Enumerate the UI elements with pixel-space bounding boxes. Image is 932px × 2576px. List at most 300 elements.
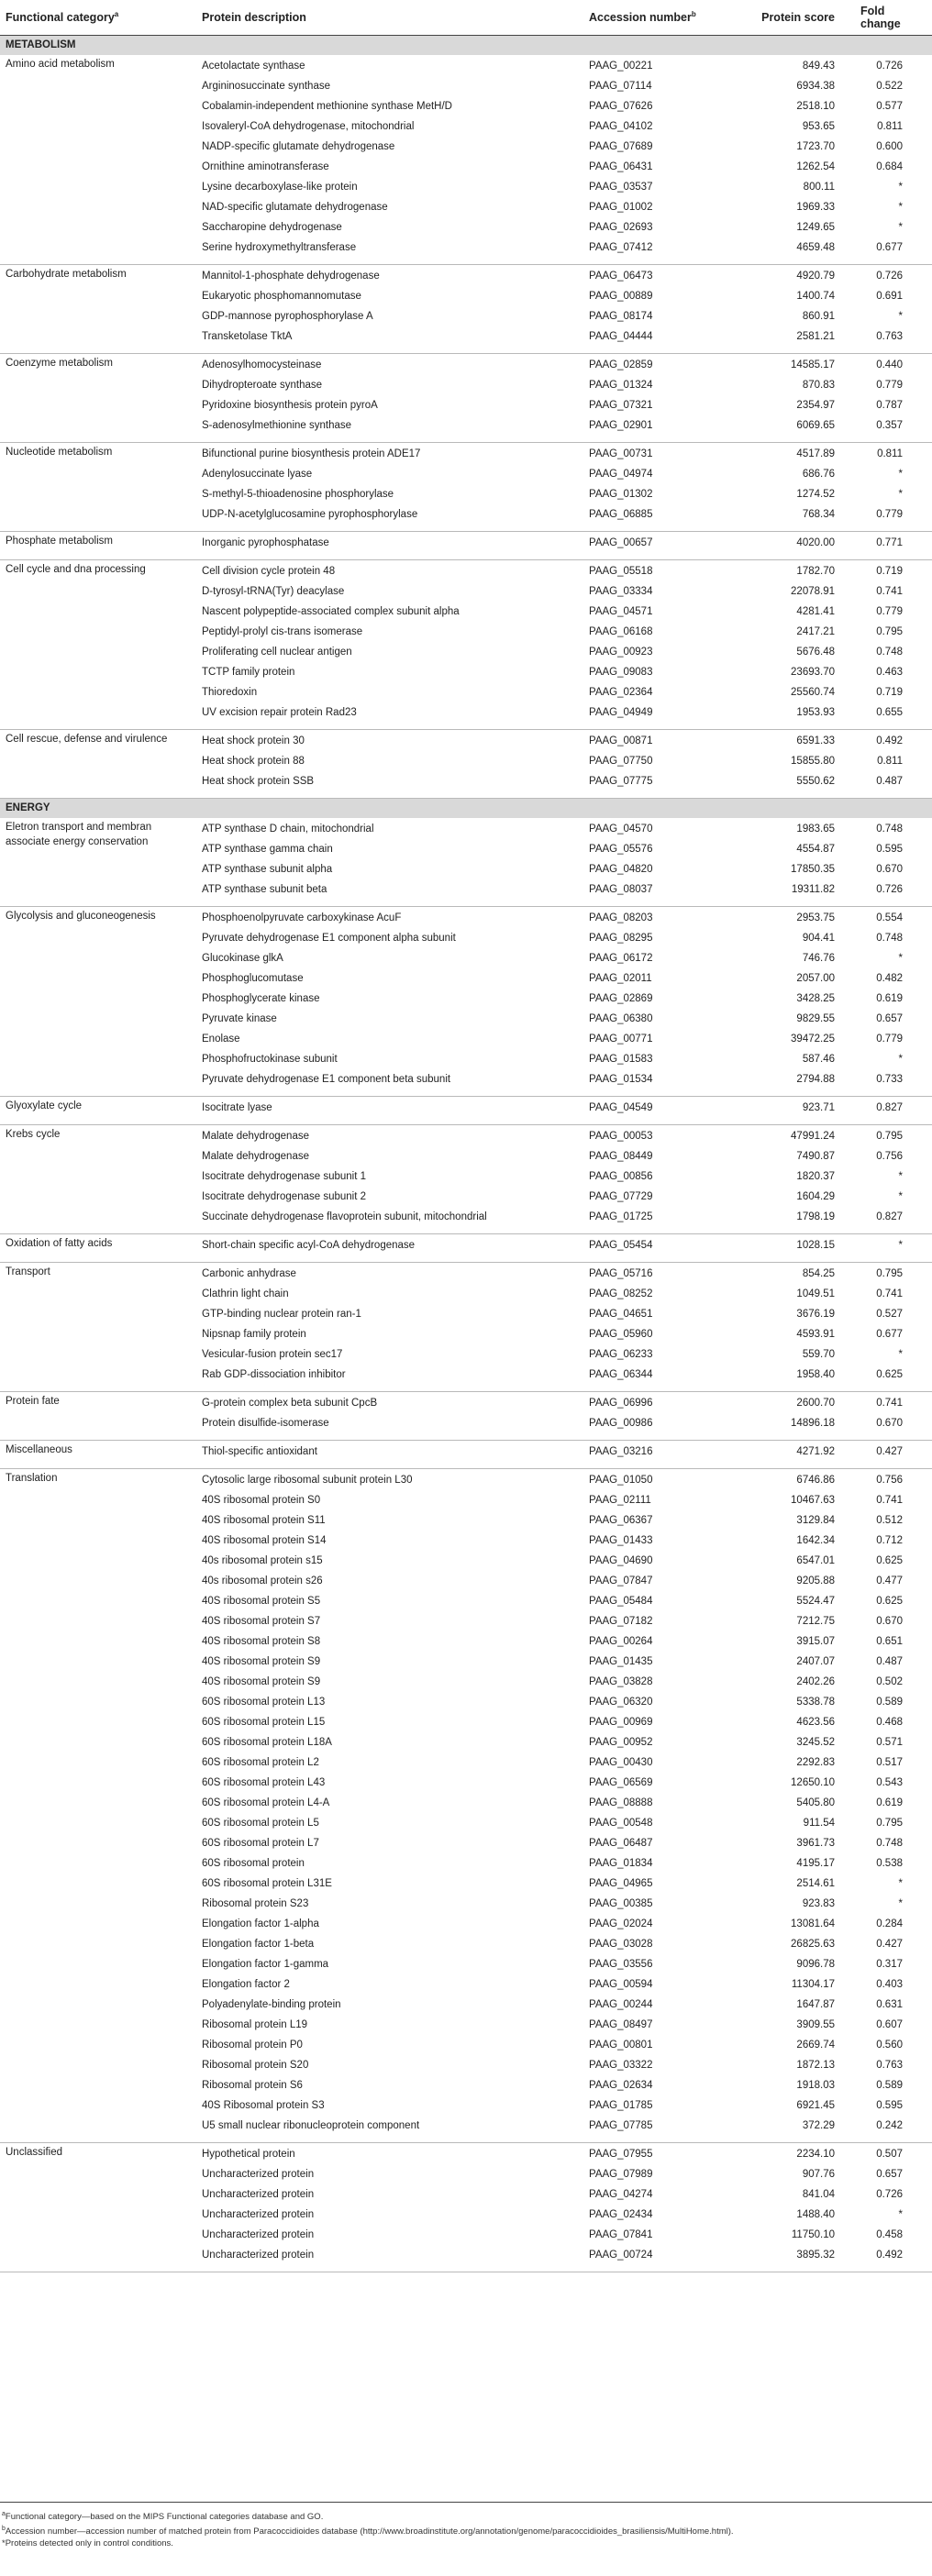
accession-number-cell: PAAG_07955: [589, 2149, 653, 2160]
protein-score-cell: 6921.45: [796, 2100, 835, 2111]
header-protein-description: Protein description: [196, 0, 572, 36]
functional-category-cell: Krebs cycle: [0, 1125, 196, 1234]
protein-description-cell: Serine hydroxymethyltransferase: [196, 238, 572, 265]
fold-change-cell: *: [898, 222, 903, 233]
protein-description-cell: Peptidyl-prolyl cis-trans isomerase: [202, 626, 363, 637]
fold-change-cell: 0.677: [848, 238, 932, 265]
fold-change-cell: 0.684: [876, 161, 903, 172]
table-row: [0, 55, 932, 77]
protein-score-cell: 1262.54: [796, 161, 835, 172]
fold-change-cell: 0.560: [876, 2040, 903, 2051]
accession-number-cell: PAAG_04949: [572, 703, 728, 730]
protein-description-cell: Short-chain specific acyl-CoA dehydrogenase: [196, 1234, 572, 1263]
protein-score-cell: 3909.55: [796, 2019, 835, 2030]
accession-number-cell: PAAG_06320: [589, 1697, 653, 1708]
accession-number-cell: PAAG_01302: [589, 489, 653, 500]
accession-number-cell: PAAG_02693: [589, 222, 653, 233]
protein-description-cell: 60S ribosomal protein L15: [202, 1717, 326, 1728]
accession-number-cell: PAAG_04274: [589, 2189, 653, 2200]
accession-number-cell: PAAG_02859: [589, 359, 653, 370]
fold-change-cell: 0.595: [876, 2100, 903, 2111]
accession-number-cell: PAAG_02024: [589, 1918, 653, 1929]
fold-change-cell: 0.771: [848, 532, 932, 560]
protein-description-cell: ATP synthase D chain, mitochondrial: [202, 824, 374, 835]
protein-score-cell: 4623.56: [796, 1717, 835, 1728]
accession-number-cell: PAAG_04651: [589, 1309, 653, 1320]
accession-number-cell: PAAG_07729: [589, 1191, 653, 1202]
protein-description-cell: 40S ribosomal protein S14: [202, 1535, 327, 1546]
protein-description-cell: 40S ribosomal protein S0: [202, 1495, 321, 1506]
fold-change-cell: 0.522: [876, 81, 903, 92]
fold-change-cell: 0.492: [848, 2246, 932, 2272]
protein-score-cell: 854.25: [802, 1268, 835, 1279]
protein-score-cell: 1872.13: [796, 2060, 835, 2071]
functional-category-cell: Carbohydrate metabolism: [0, 265, 196, 354]
accession-number-cell: PAAG_02364: [589, 687, 653, 698]
functional-category-cell: Amino acid metabolism: [0, 55, 196, 265]
accession-number-cell: PAAG_01433: [589, 1535, 653, 1546]
functional-category-cell: Unclassified: [0, 2143, 196, 2272]
protein-description-cell: Carbonic anhydrase: [202, 1268, 296, 1279]
protein-score-cell: 26825.63: [791, 1939, 835, 1950]
fold-change-cell: 0.517: [876, 1757, 903, 1768]
section-header-row: [0, 36, 932, 56]
fold-change-cell: 0.748: [876, 647, 903, 658]
protein-score-cell: 9096.78: [796, 1959, 835, 1970]
fold-change-cell: 0.440: [876, 359, 903, 370]
fold-change-cell: 0.589: [876, 2080, 903, 2091]
accession-number-cell: PAAG_07775: [572, 772, 728, 799]
protein-description-cell: Cell division cycle protein 48: [202, 566, 336, 577]
table-row: [0, 354, 932, 377]
accession-number-cell: PAAG_07989: [589, 2169, 653, 2180]
protein-description-cell: 60S ribosomal protein L18A: [202, 1737, 332, 1748]
protein-description-cell: Uncharacterized protein: [196, 2246, 572, 2272]
protein-score-cell: 768.34: [728, 505, 848, 532]
accession-number-cell: PAAG_06569: [589, 1777, 653, 1788]
protein-score-cell: 4020.00: [728, 532, 848, 560]
protein-score-cell: 2057.00: [796, 973, 835, 984]
protein-description-cell: GTP-binding nuclear protein ran-1: [202, 1309, 361, 1320]
accession-number-cell: PAAG_07841: [589, 2229, 653, 2240]
protein-description-cell: Uncharacterized protein: [202, 2169, 315, 2180]
protein-score-cell: 2794.88: [728, 1070, 848, 1097]
functional-category-cell: Translation: [0, 1469, 196, 2143]
fold-change-cell: 0.726: [848, 880, 932, 907]
fold-change-cell: 0.625: [876, 1555, 903, 1566]
protein-description-cell: Transketolase TktA: [196, 327, 572, 354]
protein-score-cell: 5676.48: [796, 647, 835, 658]
functional-category-cell: Glycolysis and gluconeogenesis: [0, 907, 196, 1097]
protein-score-cell: 47991.24: [791, 1131, 835, 1142]
header-fold-change: Fold change: [848, 0, 932, 36]
fold-change-cell: *: [898, 311, 903, 322]
protein-score-cell: 746.76: [802, 953, 835, 964]
fold-change-cell: 0.811: [877, 448, 903, 459]
functional-category-cell: Glyoxylate cycle: [0, 1097, 196, 1125]
fold-change-cell: 0.691: [876, 291, 903, 302]
protein-score-cell: 953.65: [802, 121, 835, 132]
protein-score-cell: 1647.87: [796, 1999, 835, 2010]
protein-score-cell: 1969.33: [796, 202, 835, 213]
accession-number-cell: PAAG_04444: [572, 327, 728, 354]
protein-score-cell: 2581.21: [728, 327, 848, 354]
fold-change-cell: 0.502: [876, 1676, 903, 1687]
accession-number-cell: PAAG_08497: [589, 2019, 653, 2030]
protein-description-cell: 40S ribosomal protein S8: [202, 1636, 321, 1647]
accession-number-cell: PAAG_05484: [589, 1596, 653, 1607]
table-row: [0, 1392, 932, 1415]
accession-number-cell: PAAG_05518: [589, 566, 653, 577]
table-row: [0, 1263, 932, 1286]
fold-change-cell: 0.795: [876, 1131, 903, 1142]
fold-change-cell: 0.607: [876, 2019, 903, 2030]
protein-description-cell: 60S ribosomal protein L31E: [202, 1878, 332, 1889]
header-protein-score: Protein score: [728, 0, 848, 36]
fold-change-cell: 0.748: [876, 824, 903, 835]
fold-change-cell: 0.492: [876, 735, 903, 746]
protein-description-cell: Polyadenylate-binding protein: [202, 1999, 341, 2010]
accession-number-cell: PAAG_00952: [589, 1737, 653, 1748]
accession-number-cell: PAAG_00244: [589, 1999, 653, 2010]
protein-description-cell: Isocitrate dehydrogenase subunit 2: [202, 1191, 367, 1202]
protein-score-cell: 6069.65: [728, 416, 848, 443]
protein-description-cell: Adenosylhomocysteinase: [202, 359, 322, 370]
accession-number-cell: PAAG_04102: [589, 121, 653, 132]
accession-number-cell: PAAG_09083: [589, 667, 653, 678]
fold-change-cell: 0.795: [876, 1268, 903, 1279]
protein-description-cell: Elongation factor 2: [202, 1979, 290, 1990]
protein-score-cell: 25560.74: [791, 687, 835, 698]
accession-number-cell: PAAG_00871: [589, 735, 653, 746]
protein-score-cell: 3129.84: [796, 1515, 835, 1526]
protein-description-cell: D-tyrosyl-tRNA(Tyr) deacylase: [202, 586, 345, 597]
protein-description-cell: Glucokinase glkA: [202, 953, 283, 964]
footnotes: [0, 2502, 932, 2549]
protein-description-cell: Ribosomal protein L19: [202, 2019, 308, 2030]
protein-score-cell: 6934.38: [796, 81, 835, 92]
protein-description-cell: UDP-N-acetylglucosamine pyrophosphorylase: [196, 505, 572, 532]
accession-number-cell: PAAG_02901: [572, 416, 728, 443]
protein-score-cell: 1249.65: [796, 222, 835, 233]
protein-description-cell: Saccharopine dehydrogenase: [202, 222, 342, 233]
protein-description-cell: 40s ribosomal protein s26: [202, 1575, 323, 1587]
protein-description-cell: Isocitrate lyase: [196, 1097, 572, 1125]
protein-score-cell: 23693.70: [791, 667, 835, 678]
protein-description-cell: GDP-mannose pyrophosphorylase A: [202, 311, 373, 322]
accession-number-cell: PAAG_04570: [589, 824, 653, 835]
protein-description-cell: Nipsnap family protein: [202, 1329, 306, 1340]
fold-change-cell: *: [898, 469, 903, 480]
table-row: [0, 1469, 932, 1492]
table-row: [0, 907, 932, 930]
accession-number-cell: PAAG_00264: [589, 1636, 653, 1647]
accession-number-cell: PAAG_06233: [589, 1349, 653, 1360]
protein-score-cell: 17850.35: [791, 864, 835, 875]
protein-score-cell: 4271.92: [728, 1441, 848, 1469]
accession-number-cell: PAAG_06380: [589, 1013, 653, 1024]
protein-score-cell: 372.29: [728, 2117, 848, 2143]
fold-change-cell: 0.719: [876, 687, 903, 698]
protein-score-cell: 7490.87: [796, 1151, 835, 1162]
accession-number-cell: PAAG_06885: [572, 505, 728, 532]
accession-number-cell: PAAG_00594: [589, 1979, 653, 1990]
protein-score-cell: 587.46: [802, 1054, 835, 1065]
protein-score-cell: 911.54: [803, 1818, 835, 1829]
fold-change-cell: 0.284: [876, 1918, 903, 1929]
protein-description-cell: Elongation factor 1-alpha: [202, 1918, 319, 1929]
protein-description-cell: Ribosomal protein S23: [202, 1898, 309, 1909]
accession-number-cell: PAAG_04690: [589, 1555, 653, 1566]
accession-number-cell: PAAG_04571: [589, 606, 653, 617]
table-row: [0, 532, 932, 560]
protein-description-cell: Elongation factor 1-gamma: [202, 1959, 329, 1970]
protein-description-cell: Heat shock protein 88: [202, 756, 305, 767]
fold-change-cell: 0.651: [876, 1636, 903, 1647]
protein-description-cell: Adenylosuccinate lyase: [202, 469, 313, 480]
protein-score-cell: 10467.63: [791, 1495, 835, 1506]
protein-score-cell: 6746.86: [796, 1475, 835, 1486]
accession-number-cell: PAAG_02869: [589, 993, 653, 1004]
accession-number-cell: PAAG_05960: [589, 1329, 653, 1340]
fold-change-cell: 0.726: [876, 271, 903, 282]
footnote-asterisk: *Proteins detected only in control conditions.: [2, 2538, 173, 2549]
protein-score-cell: 2417.21: [796, 626, 835, 637]
accession-number-cell: PAAG_06168: [589, 626, 653, 637]
protein-description-cell: Heat shock protein 30: [202, 735, 305, 746]
protein-description-cell: Cobalamin-independent methionine synthase MetH/D: [202, 101, 452, 112]
protein-description-cell: Rab GDP-dissociation inhibitor: [196, 1365, 572, 1392]
fold-change-cell: 0.827: [848, 1208, 932, 1234]
accession-number-cell: PAAG_07412: [572, 238, 728, 265]
protein-score-cell: 2292.83: [796, 1757, 835, 1768]
fold-change-cell: 0.670: [876, 1616, 903, 1627]
fold-change-cell: 0.655: [848, 703, 932, 730]
protein-score-cell: 2514.61: [796, 1878, 835, 1889]
fold-change-cell: 0.482: [876, 973, 903, 984]
fold-change-cell: 0.427: [848, 1441, 932, 1469]
accession-number-cell: PAAG_00856: [589, 1171, 653, 1182]
protein-description-cell: TCTP family protein: [202, 667, 295, 678]
protein-score-cell: 2669.74: [796, 2040, 835, 2051]
protein-score-cell: 1820.37: [796, 1171, 835, 1182]
accession-number-cell: PAAG_08037: [572, 880, 728, 907]
protein-description-cell: Pyruvate dehydrogenase E1 component beta subunit: [196, 1070, 572, 1097]
protein-description-cell: S-methyl-5-thioadenosine phosphorylase: [202, 489, 394, 500]
protein-score-cell: 4554.87: [796, 844, 835, 855]
protein-score-cell: 2402.26: [796, 1676, 835, 1687]
protein-description-cell: 60S ribosomal protein L2: [202, 1757, 319, 1768]
protein-description-cell: Phosphoenolpyruvate carboxykinase AcuF: [202, 912, 402, 923]
fold-change-cell: *: [898, 1878, 903, 1889]
accession-number-cell: PAAG_05454: [572, 1234, 728, 1263]
accession-number-cell: PAAG_00801: [589, 2040, 653, 2051]
accession-number-cell: PAAG_00548: [589, 1818, 653, 1829]
accession-number-cell: PAAG_04965: [589, 1878, 653, 1889]
fold-change-cell: 0.756: [876, 1151, 903, 1162]
fold-change-cell: 0.512: [876, 1515, 903, 1526]
protein-score-cell: 11304.17: [791, 1979, 835, 1990]
section-title: METABOLISM: [0, 36, 932, 56]
protein-score-cell: 3676.19: [796, 1309, 835, 1320]
protein-description-cell: Succinate dehydrogenase flavoprotein subunit, mitochondrial: [196, 1208, 572, 1234]
functional-category-cell: Nucleotide metabolism: [0, 443, 196, 532]
fold-change-cell: 0.712: [876, 1535, 903, 1546]
protein-description-cell: Uncharacterized protein: [202, 2209, 315, 2220]
protein-description-cell: Mannitol-1-phosphate dehydrogenase: [202, 271, 380, 282]
fold-change-cell: 0.748: [876, 1838, 903, 1849]
accession-number-cell: PAAG_03216: [572, 1441, 728, 1469]
accession-number-cell: PAAG_06996: [589, 1398, 653, 1409]
protein-description-cell: ATP synthase subunit beta: [196, 880, 572, 907]
fold-change-cell: 0.427: [876, 1939, 903, 1950]
accession-number-cell: PAAG_06367: [589, 1515, 653, 1526]
protein-description-cell: 60S ribosomal protein L7: [202, 1838, 319, 1849]
accession-number-cell: PAAG_08252: [589, 1288, 653, 1299]
protein-score-cell: 1642.34: [796, 1535, 835, 1546]
fold-change-cell: 0.763: [848, 327, 932, 354]
accession-number-cell: PAAG_02434: [589, 2209, 653, 2220]
protein-score-cell: 1723.70: [796, 141, 835, 152]
protein-description-cell: Cytosolic large ribosomal subunit protein L30: [202, 1475, 413, 1486]
accession-number-cell: PAAG_08295: [589, 933, 653, 944]
protein-score-cell: 1049.51: [796, 1288, 835, 1299]
protein-score-cell: 2600.70: [796, 1398, 835, 1409]
protein-score-cell: 870.83: [802, 380, 835, 391]
protein-score-cell: 841.04: [802, 2189, 835, 2200]
protein-score-cell: 9205.88: [796, 1575, 835, 1587]
protein-description-cell: G-protein complex beta subunit CpcB: [202, 1398, 378, 1409]
protein-description-cell: ATP synthase gamma chain: [202, 844, 333, 855]
accession-number-cell: PAAG_06487: [589, 1838, 653, 1849]
protein-score-cell: 4593.91: [796, 1329, 835, 1340]
protein-description-cell: 60S ribosomal protein: [202, 1858, 305, 1869]
protein-score-cell: 4195.17: [796, 1858, 835, 1869]
protein-description-cell: Ribosomal protein S20: [202, 2060, 309, 2071]
accession-number-cell: PAAG_01534: [572, 1070, 728, 1097]
fold-change-cell: 0.741: [876, 1495, 903, 1506]
fold-change-cell: 0.779: [848, 505, 932, 532]
fold-change-cell: 0.741: [876, 586, 903, 597]
fold-change-cell: 0.763: [876, 2060, 903, 2071]
fold-change-cell: 0.625: [848, 1365, 932, 1392]
table-header: [0, 0, 932, 36]
protein-score-cell: 1488.40: [796, 2209, 835, 2220]
protein-score-cell: 15855.80: [791, 756, 835, 767]
fold-change-cell: 0.487: [848, 772, 932, 799]
protein-description-cell: Uncharacterized protein: [202, 2189, 315, 2200]
functional-category-cell: Cell rescue, defense and virulence: [0, 730, 196, 799]
fold-change-cell: 0.619: [876, 1797, 903, 1808]
accession-number-cell: PAAG_08203: [589, 912, 653, 923]
protein-description-cell: 60S ribosomal protein L4-A: [202, 1797, 330, 1808]
header-accession-number: Accession number$^b$: [572, 0, 728, 36]
protein-score-cell: 5338.78: [796, 1697, 835, 1708]
accession-number-cell: PAAG_01435: [589, 1656, 653, 1667]
accession-number-cell: PAAG_00221: [589, 61, 653, 72]
accession-number-cell: PAAG_05716: [589, 1268, 653, 1279]
fold-change-cell: 0.733: [848, 1070, 932, 1097]
fold-change-cell: 0.741: [876, 1398, 903, 1409]
accession-number-cell: PAAG_00657: [572, 532, 728, 560]
fold-change-cell: 0.631: [876, 1999, 903, 2010]
protein-description-cell: U5 small nuclear ribonucleoprotein component: [196, 2117, 572, 2143]
protein-description-cell: 60S ribosomal protein L5: [202, 1818, 319, 1829]
protein-score-cell: 3915.07: [796, 1636, 835, 1647]
accession-number-cell: PAAG_02011: [589, 973, 652, 984]
protein-score-cell: 5405.80: [796, 1797, 835, 1808]
fold-change-cell: *: [848, 1234, 932, 1263]
protein-score-cell: 1400.74: [796, 291, 835, 302]
table-body: [0, 36, 932, 2272]
protein-score-cell: 6547.01: [796, 1555, 835, 1566]
protein-description-cell: Acetolactate synthase: [202, 61, 305, 72]
protein-score-cell: 2354.97: [796, 400, 835, 411]
accession-number-cell: PAAG_01725: [572, 1208, 728, 1234]
protein-description-cell: Pyruvate dehydrogenase E1 component alpha subunit: [202, 933, 456, 944]
table-row: [0, 1097, 932, 1125]
accession-number-cell: PAAG_00385: [589, 1898, 653, 1909]
fold-change-cell: 0.827: [848, 1097, 932, 1125]
functional-category-cell: Eletron transport and membran associate energy conservation: [0, 818, 196, 907]
accession-number-cell: PAAG_01834: [589, 1858, 653, 1869]
protein-description-cell: Lysine decarboxylase-like protein: [202, 182, 358, 193]
accession-number-cell: PAAG_07321: [589, 400, 653, 411]
accession-number-cell: PAAG_00986: [572, 1414, 728, 1441]
protein-score-cell: 19311.82: [728, 880, 848, 907]
header-functional-category: Functional category$^a$: [0, 0, 196, 36]
accession-number-cell: PAAG_07847: [589, 1575, 653, 1587]
functional-category-cell: Phosphate metabolism: [0, 532, 196, 560]
protein-score-cell: 2234.10: [796, 2149, 835, 2160]
protein-description-cell: 40S ribosomal protein S9: [202, 1676, 321, 1687]
fold-change-cell: 0.543: [876, 1777, 903, 1788]
fold-change-cell: *: [898, 1054, 903, 1065]
functional-category-cell: Transport: [0, 1263, 196, 1392]
protein-description-cell: Ribosomal protein P0: [202, 2040, 303, 2051]
table-row: [0, 818, 932, 840]
protein-description-cell: Clathrin light chain: [202, 1288, 289, 1299]
protein-description-cell: Elongation factor 1-beta: [202, 1939, 315, 1950]
fold-change-cell: 0.670: [876, 864, 903, 875]
protein-score-cell: 6591.33: [796, 735, 835, 746]
protein-score-cell: 1798.19: [728, 1208, 848, 1234]
accession-number-cell: PAAG_03334: [589, 586, 653, 597]
functional-category-cell: Cell cycle and dna processing: [0, 560, 196, 730]
protein-score-cell: 849.43: [802, 61, 835, 72]
fold-change-cell: 0.554: [876, 912, 903, 923]
table-row: [0, 560, 932, 583]
accession-number-cell: PAAG_00771: [589, 1034, 653, 1045]
fold-change-cell: 0.527: [876, 1309, 903, 1320]
protein-description-cell: 40S ribosomal protein S9: [202, 1656, 321, 1667]
protein-description-cell: Isocitrate dehydrogenase subunit 1: [202, 1171, 367, 1182]
protein-score-cell: 860.91: [802, 311, 835, 322]
accession-number-cell: PAAG_01002: [589, 202, 653, 213]
fold-change-cell: *: [898, 1191, 903, 1202]
protein-description-cell: Thiol-specific antioxidant: [196, 1441, 572, 1469]
protein-description-cell: Isovaleryl-CoA dehydrogenase, mitochondrial: [202, 121, 415, 132]
accession-number-cell: PAAG_07182: [589, 1616, 653, 1627]
fold-change-cell: 0.787: [876, 400, 903, 411]
fold-change-cell: 0.657: [876, 2169, 903, 2180]
protein-description-cell: 40s ribosomal protein s15: [202, 1555, 323, 1566]
protein-description-cell: UV excision repair protein Rad23: [196, 703, 572, 730]
accession-number-cell: PAAG_08174: [589, 311, 653, 322]
table-row: [0, 730, 932, 753]
fold-change-cell: 0.477: [876, 1575, 903, 1587]
protein-score-cell: 39472.25: [791, 1034, 835, 1045]
